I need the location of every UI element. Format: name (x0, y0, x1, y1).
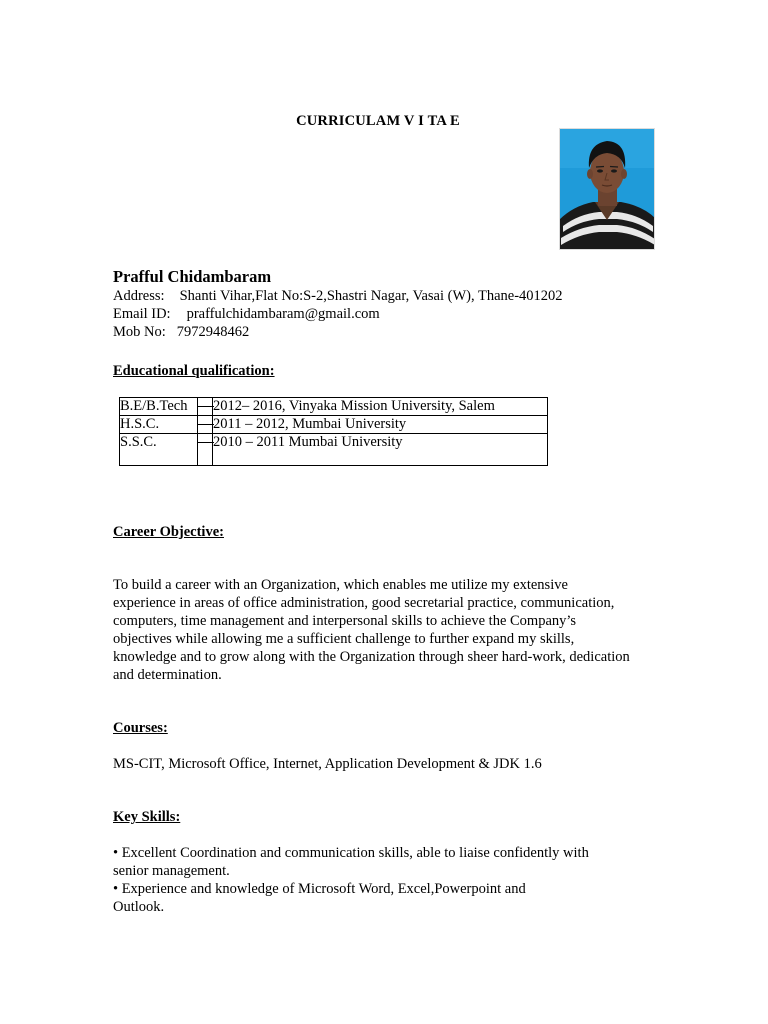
career-objective-heading: Career Objective: (113, 524, 224, 540)
empty-cell (213, 451, 548, 466)
address-label: Address: (113, 288, 165, 304)
details-cell: 2011 – 2012, Mumbai University (213, 416, 548, 434)
email-line (113, 305, 380, 323)
empty-cell (198, 451, 213, 466)
education-heading: Educational qualification: (113, 363, 275, 379)
empty-cell (120, 451, 198, 466)
paragraph-line: objectives while allowing me a sufficient challenge to further expand my skills, (113, 631, 575, 647)
key-skills-list (113, 844, 658, 916)
degree-cell: H.S.C. (120, 416, 198, 434)
skill-line: senior management. (113, 863, 230, 879)
separator-cell (198, 434, 213, 452)
address-line (113, 287, 563, 305)
paragraph-line: To build a career with an Organization, which enables me utilize my extensive (113, 577, 568, 593)
paragraph-line: and determination. (113, 667, 222, 683)
address-value: Shanti Vihar,Flat No:S-2,Shastri Nagar, Vasai (W), Thane-401202 (179, 288, 563, 304)
skill-line: Outlook. (113, 899, 165, 915)
courses-heading: Courses: (113, 720, 168, 736)
education-table (119, 397, 548, 466)
portrait-image (559, 128, 655, 250)
details-cell: 2012– 2016, Vinyaka Mission University, Salem (213, 398, 548, 416)
degree-cell: S.S.C. (120, 434, 198, 452)
table-row (120, 398, 548, 416)
career-objective-text (113, 576, 658, 684)
profile-photo (559, 128, 655, 250)
table-row (120, 416, 548, 434)
paragraph-line: computers, time management and interpersonal skills to achieve the Company’s (113, 613, 577, 629)
separator-cell (198, 398, 213, 416)
mobile-value: 7972948462 (176, 324, 250, 340)
skill-line: • Excellent Coordination and communication skills, able to liaise confidently with (113, 845, 589, 861)
email-value: praffulchidambaram@gmail.com (186, 306, 380, 322)
details-cell: 2010 – 2011 Mumbai University (213, 434, 548, 452)
mobile-label: Mob No: (113, 324, 166, 340)
mobile-line (113, 323, 249, 341)
candidate-name: Prafful Chidambaram (113, 267, 272, 286)
skill-line: • Experience and knowledge of Microsoft Word, Excel,Powerpoint and (113, 881, 526, 897)
separator-cell (198, 416, 213, 434)
courses-text: MS-CIT, Microsoft Office, Internet, Application Development & JDK 1.6 (113, 756, 542, 772)
degree-cell: B.E/B.Tech (120, 398, 198, 416)
table-row (120, 451, 548, 466)
table-row (120, 434, 548, 452)
email-label: Email ID: (113, 306, 171, 322)
paragraph-line: knowledge and to grow along with the Organization through sheer hard-work, dedication (113, 649, 630, 665)
paragraph-line: experience in areas of office administration, good secretarial practice, communication, (113, 595, 615, 611)
key-skills-heading: Key Skills: (113, 809, 181, 825)
document-title: CURRICULAM V I TA E (296, 113, 460, 129)
